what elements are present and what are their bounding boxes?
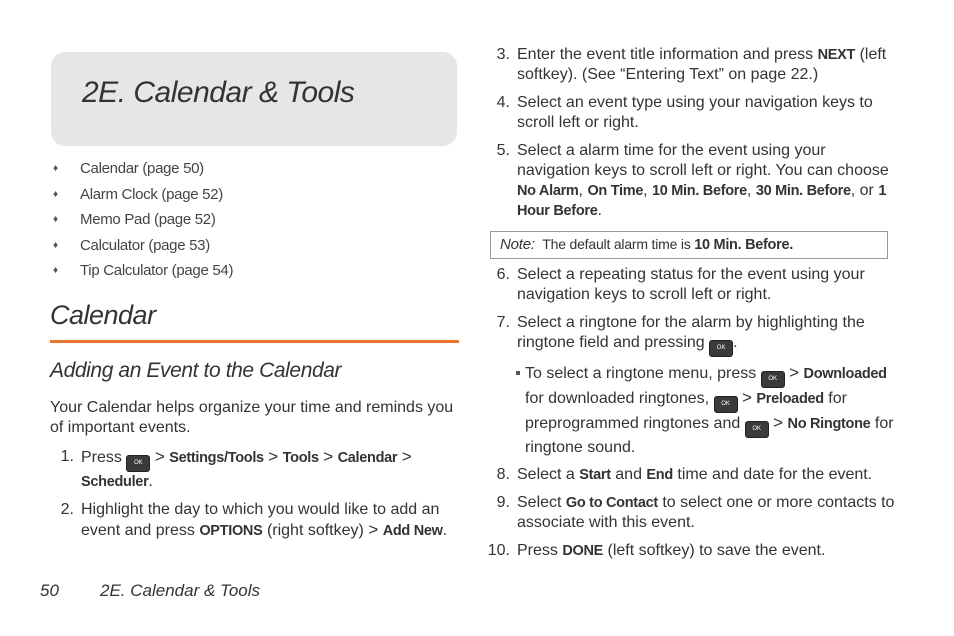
step-number: 10. [487, 542, 510, 559]
page-footer [40, 581, 260, 601]
menu-path-item: Scheduler [81, 474, 149, 490]
square-bullet-icon [516, 371, 520, 375]
menu-separator: > [154, 447, 165, 466]
menu-path-item: No Ringtone [787, 416, 871, 432]
step-4: 4. Select an event type using your navigation keys to scroll left or right. [486, 93, 896, 133]
step-number: 8. [496, 466, 510, 483]
field-label: Start [579, 467, 611, 483]
menu-path-item: Preloaded [756, 391, 824, 407]
note-box: Note: The default alarm time is 10 Min. Before. [490, 231, 888, 259]
menu-separator: > [789, 363, 800, 382]
softkey-label: NEXT [817, 47, 856, 63]
step-8: 8. Select a Start and End time and date for the event. [486, 465, 896, 485]
step-number: 1. [60, 448, 74, 465]
step-number: 9. [496, 494, 510, 511]
step-5: 5. Select a alarm time for the event using your navigation keys to scroll left or right. You can choose No Alarm, On Time, 10 Min. Before, 30 Min. Before, or 1 Hour Before. [486, 141, 896, 221]
footer-chapter: 2E. Calendar & Tools [100, 581, 261, 600]
ok-key-icon: OK [745, 421, 769, 438]
steps-list-right [486, 45, 896, 569]
toc-item[interactable]: ♦ Alarm Clock (page 52) [53, 185, 223, 203]
diamond-bullet-icon: ♦ [53, 163, 58, 174]
chapter-title: 2E. Calendar & Tools [82, 76, 355, 109]
diamond-bullet-icon: ♦ [53, 188, 58, 200]
ok-key-icon: OK [709, 340, 733, 357]
option-label: No Alarm [517, 183, 579, 199]
option-label: 1 Hour Before [517, 183, 887, 219]
toc-item[interactable]: ♦ Memo Pad (page 52) [53, 211, 216, 228]
step-number: 6. [496, 266, 510, 283]
option-label: On Time [587, 183, 644, 199]
note-label: Note: [500, 236, 535, 253]
menu-separator: > [401, 447, 412, 466]
menu-path-item: Settings/Tools [169, 450, 264, 466]
option-label: 30 Min. Before [755, 183, 851, 199]
field-label: End [646, 467, 673, 483]
note-value: 10 Min. Before. [694, 237, 793, 253]
chapter-header-box [51, 52, 457, 146]
step-7-sub-bullet: To select a ringtone menu, press OK > Downloaded for downloaded ringtones, OK > Preloaded for preprogrammed ringtones and OK > No Ringtone for ringtone sound. [486, 363, 896, 458]
step-number: 2. [60, 501, 74, 518]
ok-key-icon: OK [714, 396, 738, 413]
steps-list-left [50, 447, 460, 549]
toc-item[interactable]: ♦ Tip Calculator (page 54) [53, 262, 234, 279]
menu-path-item: Calendar [337, 450, 398, 466]
option-label: 10 Min. Before [652, 183, 747, 199]
diamond-bullet-icon: ♦ [53, 239, 58, 251]
ok-key-icon: OK [761, 371, 785, 388]
menu-separator: > [742, 388, 752, 407]
softkey-label: DONE [562, 543, 604, 559]
toc-item[interactable]: ♦ Calculator (page 53) [53, 236, 210, 254]
ok-key-icon: OK [126, 455, 150, 472]
step-number: 3. [496, 46, 510, 63]
diamond-bullet-icon: ♦ [53, 265, 58, 276]
option-label: Go to Contact [565, 495, 658, 511]
step-9: 9. Select Go to Contact to select one or more contacts to associate with this event. [486, 493, 896, 533]
menu-separator: > [368, 520, 379, 539]
step-7: 7. Select a ringtone for the alarm by highlighting the ringtone field and pressing OK . [486, 313, 896, 357]
step-number: 5. [496, 142, 510, 159]
chapter-toc [50, 160, 233, 288]
section-title: Calendar [50, 300, 156, 330]
intro-paragraph: Your Calendar helps organize your time and reminds you of important events. [50, 399, 454, 436]
menu-separator: > [773, 413, 784, 432]
menu-separator: > [268, 447, 279, 466]
toc-item[interactable]: ♦ Calendar (page 50) [53, 160, 204, 177]
page-number: 50 [40, 581, 59, 600]
step-10: 10. Press DONE (left softkey) to save the event. [487, 542, 826, 559]
diamond-bullet-icon: ♦ [53, 214, 58, 225]
step-3: 3. Enter the event title information and press NEXT (left softkey). (See “Entering Text” on page 22.) [486, 45, 896, 85]
menu-path-item: Downloaded [803, 366, 887, 382]
step-2: 2. Highlight the day to which you would like to add an event and press OPTIONS (right softkey) > Add New. [50, 500, 460, 541]
step-6: 6. Select a repeating status for the event using your navigation keys to scroll left or right. [486, 265, 896, 305]
softkey-label: OPTIONS [199, 523, 263, 539]
step-1: 1. Press OK > Settings/Tools > Tools > Calendar > Scheduler. [50, 447, 460, 492]
menu-path-item: Add New [382, 523, 443, 539]
subsection-title: Adding an Event to the Calendar [50, 359, 342, 382]
step-number: 4. [496, 94, 510, 111]
section-divider [50, 340, 459, 343]
menu-separator: > [323, 447, 334, 466]
menu-path-item: Tools [282, 450, 319, 466]
step-number: 7. [496, 314, 510, 331]
